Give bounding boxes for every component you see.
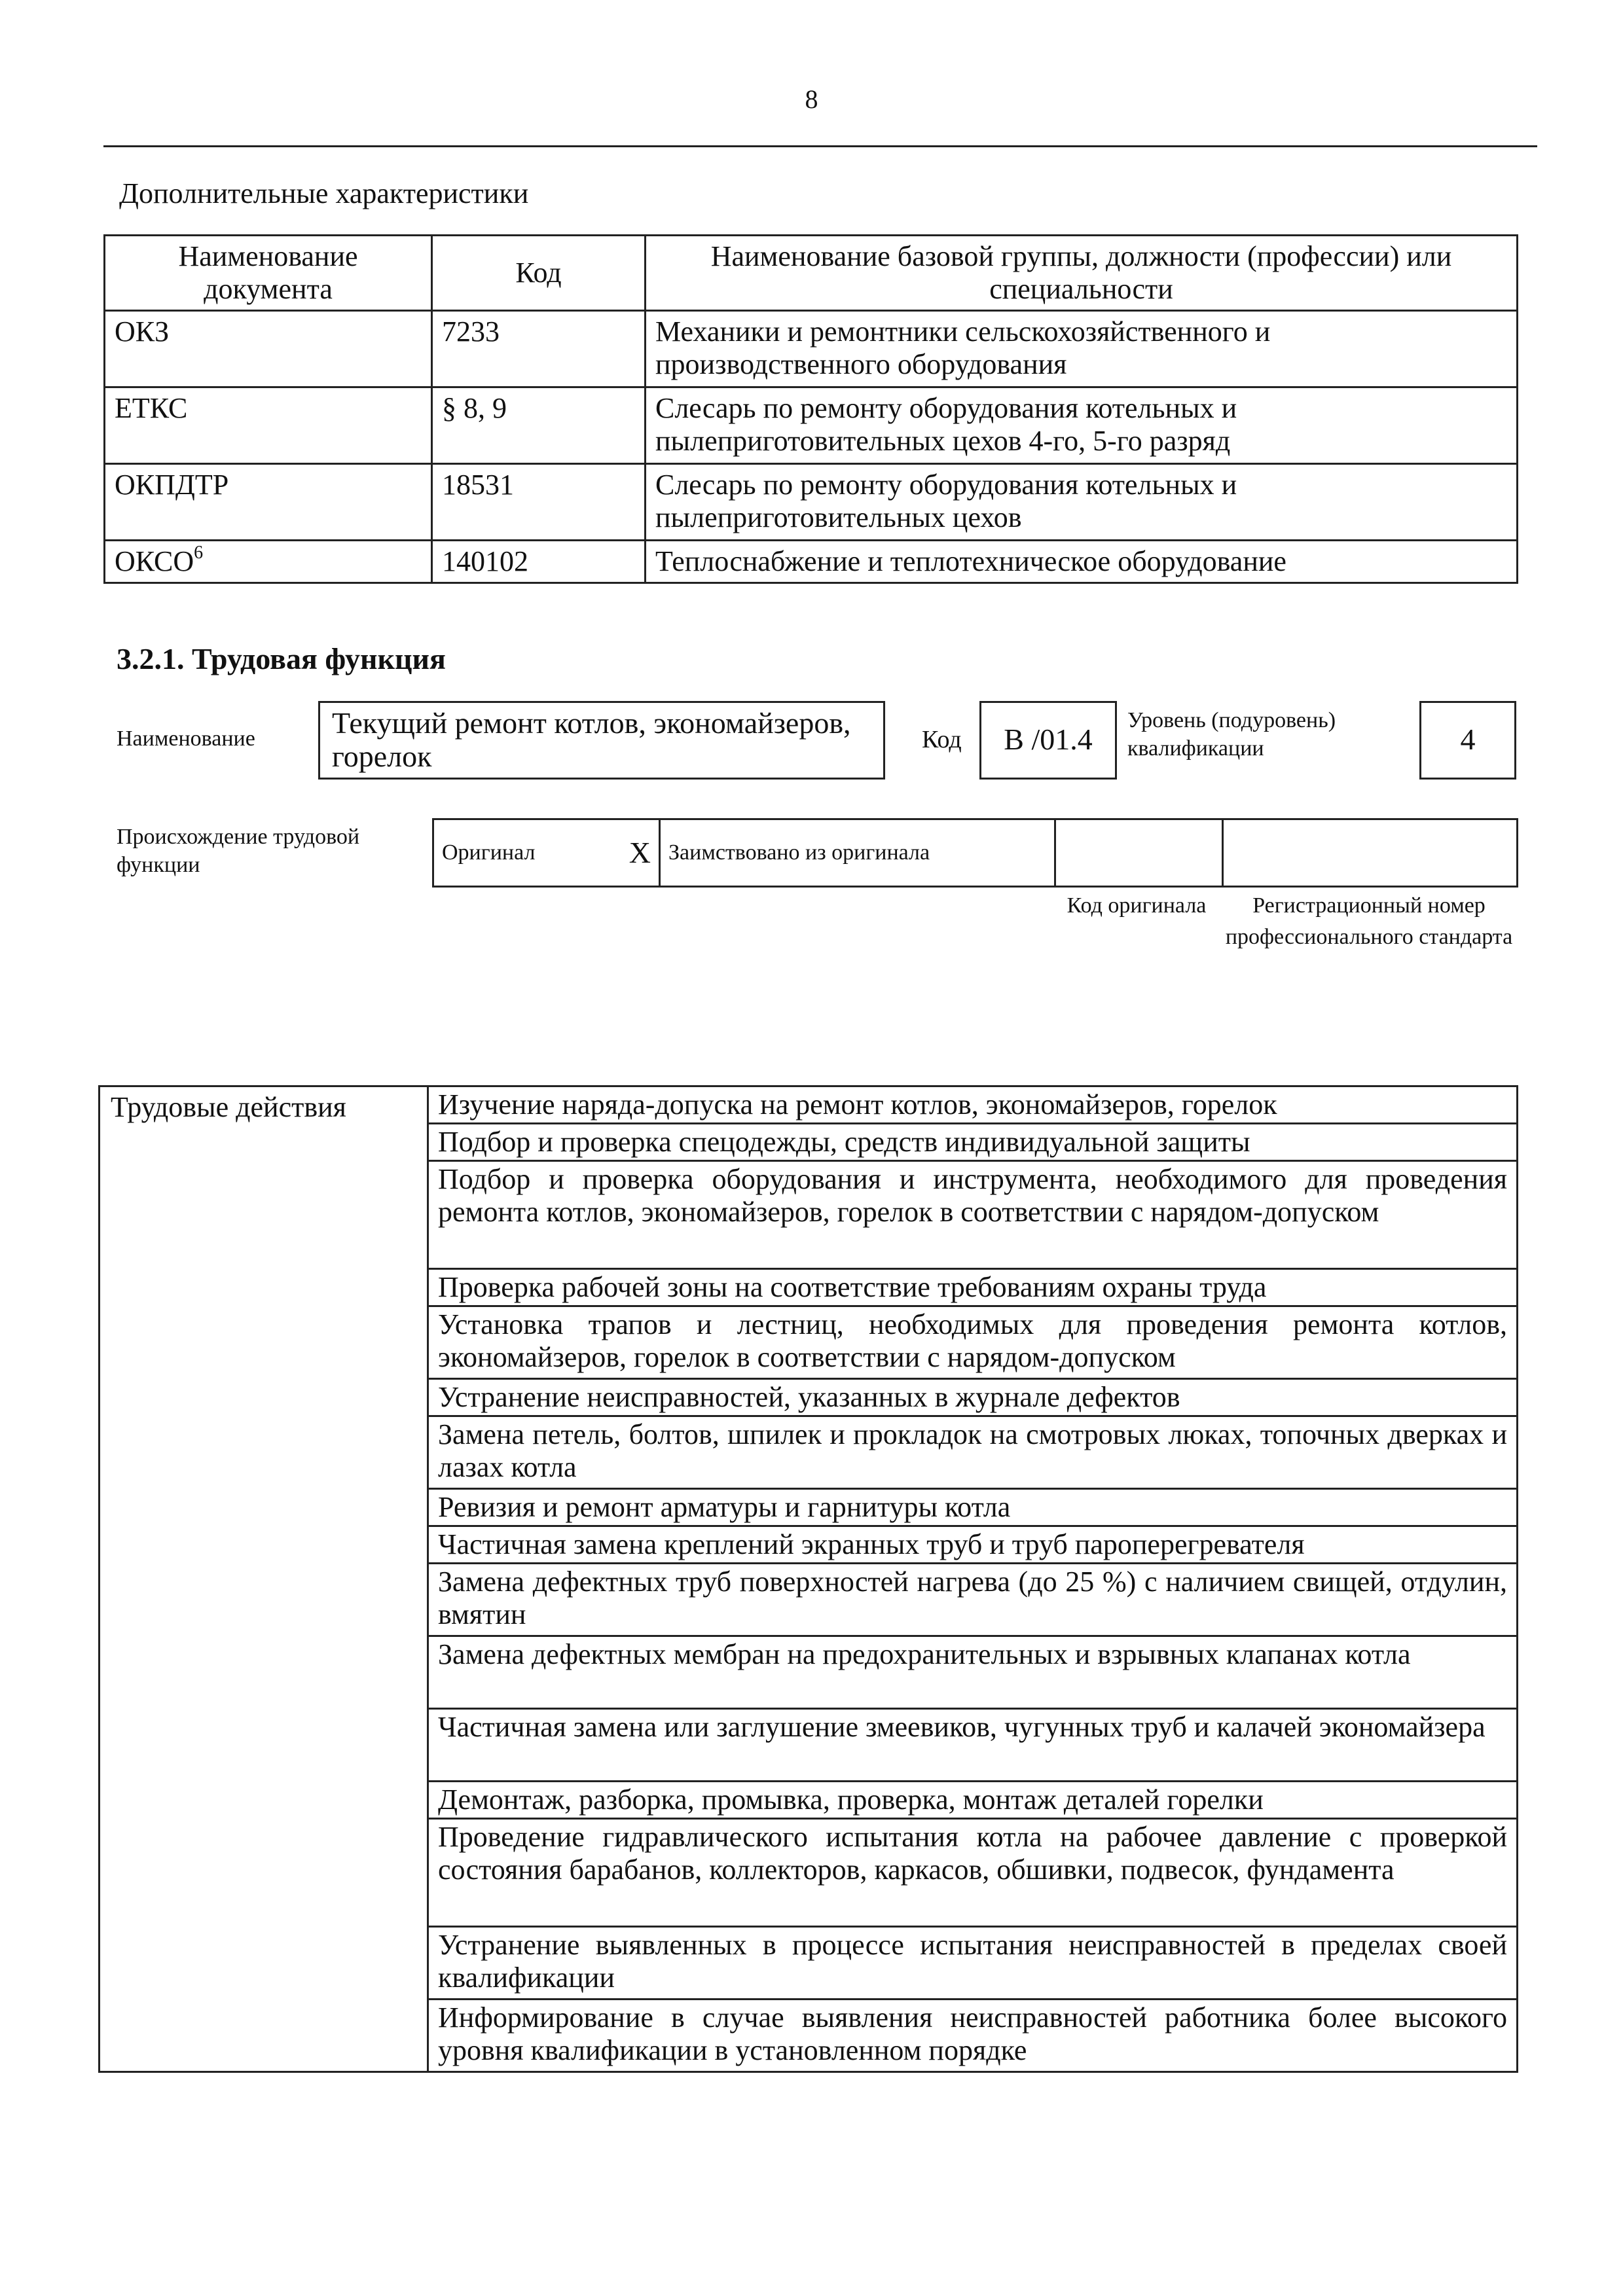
level-label: Уровень (подуровень) квалификации: [1127, 708, 1336, 761]
cell-group: Слесарь по ремонту оборудования котельных и пылеприготовительных цехов: [646, 464, 1518, 541]
cell-code: 7233: [432, 311, 646, 387]
cell-document: ЕТКС: [105, 387, 432, 464]
labor-action-item: Изучение наряда-допуска на ремонт котлов, экономайзеров, горелок: [428, 1086, 1518, 1124]
labor-action-item: Частичная замена или заглушение змеевиков, чугунных труб и калачей экономайзера: [428, 1709, 1518, 1782]
labor-action-item: Частичная замена креплений экранных труб и труб пароперегревателя: [428, 1526, 1518, 1564]
name-label: Наименование: [117, 726, 255, 751]
labor-actions-table: [98, 1085, 1518, 2073]
cell-group: Механики и ремонтники сельскохозяйственного и производственного оборудования: [646, 311, 1518, 387]
labor-action-item: Замена петель, болтов, шпилек и прокладок на смотровых люках, топочных дверках и лазах котла: [428, 1416, 1518, 1489]
cell-document: [105, 541, 432, 583]
cell-code: 140102: [432, 541, 646, 583]
footnote-marker: 6: [194, 543, 204, 563]
labor-action-item: Ревизия и ремонт арматуры и гарнитуры котла: [428, 1489, 1518, 1526]
function-code-value: В /01.4: [979, 701, 1117, 780]
cell-code: 18531: [432, 464, 646, 541]
origin-label: Происхождение трудовой функции: [117, 825, 360, 877]
labor-actions-category: Трудовые действия: [100, 1086, 428, 2072]
code-label: Код: [922, 726, 962, 753]
original-label: Оригинал: [433, 819, 564, 887]
code-original-cell: [1055, 819, 1223, 887]
labor-action-item: Демонтаж, разборка, промывка, проверка, монтаж деталей горелки: [428, 1782, 1518, 1819]
labor-action-item: Подбор и проверка оборудования и инструмента, необходимого для проведения ремонта котлов, экономайзеров, горелок в соответствии с нарядом-допуском: [428, 1161, 1518, 1269]
reg-number-label: Регистрационный номер профессионального стандарта: [1225, 893, 1513, 949]
cell-document: ОКПДТР: [105, 464, 432, 541]
cell-document-text: ОКСО: [115, 545, 194, 577]
additional-characteristics-table: [103, 234, 1518, 584]
table-row: [105, 311, 1518, 387]
labor-action-item: Устранение выявленных в процессе испытания неисправностей в пределах своей квалификации: [428, 1927, 1518, 2000]
cell-document: ОКЗ: [105, 311, 432, 387]
borrowed-label: Заимствовано из оригинала: [660, 819, 1055, 887]
labor-action-item: Информирование в случае выявления неисправностей работника более высокого уровня квалификации в установленном порядке: [428, 2000, 1518, 2072]
header-code: Код: [432, 236, 646, 311]
table-header-row: [105, 236, 1518, 311]
labor-action-item: Подбор и проверка спецодежды, средств индивидуальной защиты: [428, 1124, 1518, 1161]
origin-table: [432, 818, 1518, 888]
cell-code: § 8, 9: [432, 387, 646, 464]
function-title: 3.2.1. Трудовая функция: [117, 642, 446, 675]
table-row: [105, 541, 1518, 583]
table-row: [105, 387, 1518, 464]
level-value: 4: [1419, 701, 1516, 780]
section-caption: Дополнительные характеристики: [119, 177, 529, 209]
labor-action-item: Замена дефектных мембран на предохранительных и взрывных клапанах котла: [428, 1636, 1518, 1709]
cell-group: Теплоснабжение и теплотехническое оборудование: [646, 541, 1518, 583]
original-mark: X: [564, 819, 660, 887]
table-row: [105, 464, 1518, 541]
origin-row: [433, 819, 1518, 887]
reg-number-cell: [1223, 819, 1518, 887]
labor-action-item: Установка трапов и лестниц, необходимых для проведения ремонта котлов, экономайзеров, горелок в соответствии с нарядом-допуском: [428, 1306, 1518, 1379]
function-name-value: Текущий ремонт котлов, экономайзеров, горелок: [318, 701, 885, 780]
page-number: 8: [805, 84, 818, 114]
labor-action-item: Замена дефектных труб поверхностей нагрева (до 25 %) с наличием свищей, отдулин, вмятин: [428, 1564, 1518, 1636]
header-rule: [103, 145, 1537, 147]
header-group: Наименование базовой группы, должности (профессии) или специальности: [646, 236, 1518, 311]
labor-action-item: Устранение неисправностей, указанных в журнале дефектов: [428, 1379, 1518, 1416]
code-original-label: Код оригинала: [1067, 893, 1207, 918]
labor-action-item: Проверка рабочей зоны на соответствие требованиям охраны труда: [428, 1269, 1518, 1306]
cell-group: Слесарь по ремонту оборудования котельных и пылеприготовительных цехов 4-го, 5-го разряд: [646, 387, 1518, 464]
header-document: Наименование документа: [105, 236, 432, 311]
table-row: [100, 1086, 1518, 1124]
labor-action-item: Проведение гидравлического испытания котла на рабочее давление с проверкой состояния барабанов, коллекторов, каркасов, обшивки, подвесок, фундамента: [428, 1819, 1518, 1927]
